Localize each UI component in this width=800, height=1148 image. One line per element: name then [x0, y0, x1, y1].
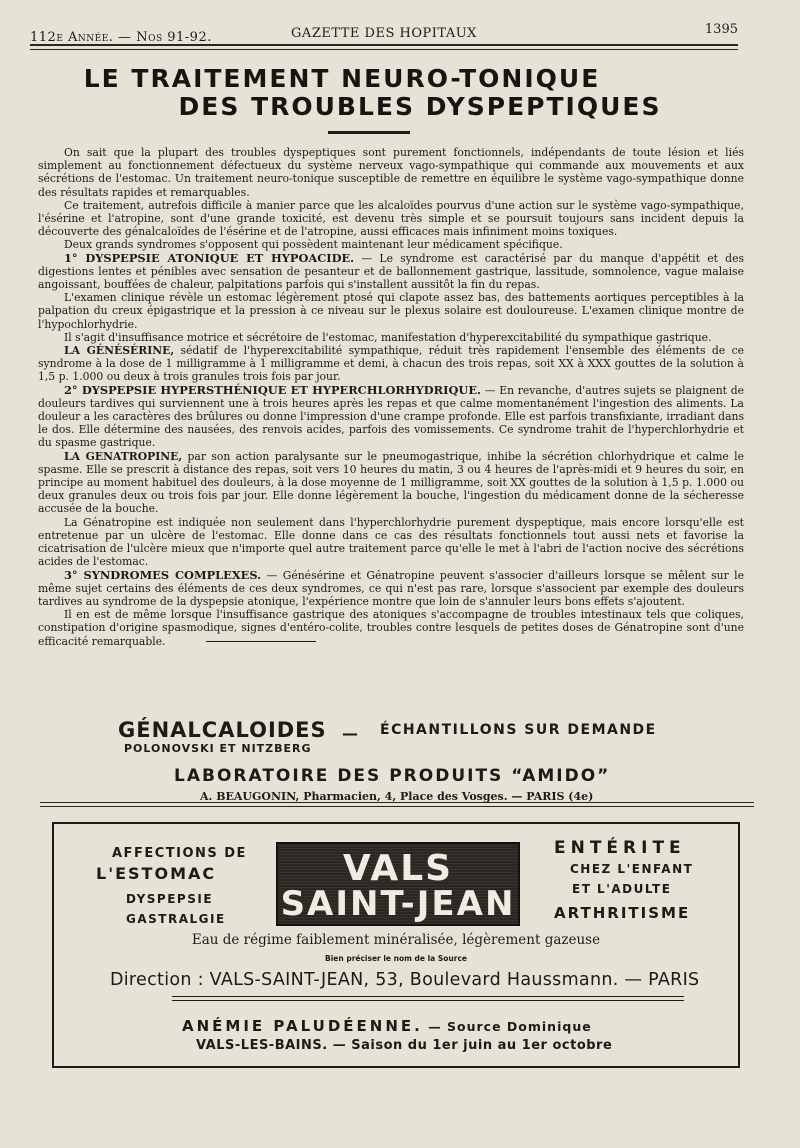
paragraph-last — [38, 608, 744, 648]
section-3 — [38, 569, 744, 609]
box-rule — [172, 996, 684, 997]
logo-text: VALS — [342, 848, 454, 889]
indication-line: L'ESTOMAC — [96, 864, 217, 883]
anemia-line — [182, 1016, 592, 1035]
paragraph: Il s'agit d'insuffisance motrice et sécrétoire de l'estomac, manifestation d'hyperexcitabilité du sympathique gastrique. — [64, 330, 712, 344]
drug-paragraph — [38, 450, 744, 516]
header-rule-thin — [30, 49, 738, 50]
drug-paragraph — [38, 344, 744, 384]
water-description: Eau de régime faiblement minéralisée, légèrement gazeuse — [191, 932, 601, 948]
paragraph-text: Il en est de même lorsque l'insuffisance gastrique des atoniques s'accompagne de troubles intestinaux tels que coliques, constipation d'origine spasmodique, signes d'entéro-colite, troubles contre lesquels de petites doses de Génatropine sont d'une efficacité remarquable. — [38, 608, 744, 648]
vals-advertisement — [52, 822, 740, 1068]
indication-line: DYSPEPSIE — [126, 892, 214, 906]
section-heading: 3° SYNDROMES COMPLEXES. — [64, 567, 262, 582]
laboratory-address: A. BEAUGONIN, Pharmacien, 4, Place des Vosges. — PARIS (4e) — [200, 790, 594, 803]
indication-line: GASTRALGIE — [126, 912, 226, 926]
anemia-text: ANÉMIE PALUDÉENNE. — [182, 1017, 423, 1035]
makers-text: POLONOVSKI ET NITZBERG — [124, 742, 312, 755]
journal-name: GAZETTE DES HOPITAUX — [291, 26, 477, 41]
indication-line: AFFECTIONS DE — [112, 846, 247, 861]
title-rule — [328, 131, 410, 134]
paragraph: Ce traitement, autrefois difficile à manier parce que les alcaloïdes pourvus d'une action sur le système vago-sympathique, l'ésérine et l'atropine, sont d'une grande toxicité, est devenu très simple et se poursuit toujours sans incident depuis la découverte des génalcaloïdes de l'ésérine et de l'atropine, aussi efficaces mais infiniment moins toxiques. — [38, 198, 744, 239]
box-rule-thin — [172, 1000, 684, 1001]
ad-dash: — — [342, 724, 358, 743]
ad-separator-thin — [40, 806, 754, 807]
section-text: — Génésérine et Génatropine peuvent s'associer d'ailleurs lorsque se mêlent sur le même sujet certains des éléments de ces deux syndromes, ce qui n'est pas rare, lorsque s'associent par exemple des douleurs tardives au syndrome de la dyspepsie atonique, l'expérience montre que loin de s'annuler leurs bons effets s'ajoutent. — [38, 568, 744, 608]
article-body — [38, 146, 744, 648]
vals-logo — [276, 842, 520, 926]
article-title-line2: DES TROUBLES DYSPEPTIQUES — [178, 92, 662, 121]
paragraph: Deux grands syndromes s'opposent qui possèdent maintenant leur médicament spécifique. — [64, 238, 563, 252]
issue-number: 112e Année. — Nos 91-92. — [30, 30, 212, 45]
header-rule — [30, 44, 738, 46]
paragraph: On sait que la plupart des troubles dyspeptiques sont purement fonctionnels, indépendants de toute lésion et liés simplement au fonctionnement défectueux du système nerveux vago-sympathique qui commande aux mouvements et aux sécrétions de l'estomac. Un traitement neuro-tonique susceptible de remettre en équilibre le système vago-sympathique donne des résultats rapides et remarquables. — [38, 146, 744, 199]
brand-name: GÉNALCALOIDES — [118, 718, 327, 742]
end-rule — [206, 641, 316, 642]
indication-line: ET L'ADULTE — [572, 882, 672, 896]
page-number: 1395 — [704, 22, 738, 37]
section-heading: 2° DYSPEPSIE HYPERSTHÉNIQUE ET HYPERCHLORHYDRIQUE. — [64, 382, 481, 397]
paragraph: La Génatropine est indiquée non seulement dans l'hyperchlorhydrie purement dyspeptique, mais encore lorsqu'elle est entretenue par un ulcère de l'estomac. Elle donne dans ce cas des résultats fonctionnels tout aussi nets et favorise la cicatrisation de l'ulcère mieux que n'importe quel autre traitement parce qu'elle le met à l'abri de l'action nocive des sécrétions acides de l'estomac. — [38, 515, 744, 569]
section-2 — [38, 384, 744, 450]
indication-line: ENTÉRITE — [554, 838, 686, 858]
season-line: VALS-LES-BAINS. — Saison du 1er juin au 1er octobre — [196, 1038, 613, 1053]
article-title-line1: LE TRAITEMENT NEURO-TONIQUE — [83, 64, 601, 93]
section-text: — Le syndrome est caractérisé par du manque d'appétit et des digestions lentes et pénibles avec sensation de pesanteur et de ballonnement gastrique, lassitude, somnolence, vague malaise angoissant, bouffées de chaleur, palpitations parfois qui s'installent aussitôt la fin du repas. — [38, 251, 744, 292]
indication-line: ARTHRITISME — [554, 904, 691, 922]
drug-text: par son action paralysante sur le pneumogastrique, inhibe la sécrétion chlorhydrique et calme le spasme. Elle se prescrit à distance des repas, soit vers 10 heures du matin, 3 ou 4 heures de l'après-midi et 9 heures du soir, en principe au moment habituel des douleurs, à la dose moyenne de 1 milligramme, soit XX gouttes de la solution à 1,5 p. 1.000 ou deux granules deux ou trois fois par jour. Elle donne légèrement la bouche, l'ingestion du médicament donne de la sécheresse accusée de la bouche. — [38, 449, 744, 516]
laboratory-name: LABORATOIRE DES PRODUITS “AMIDO” — [174, 766, 611, 786]
section-1 — [38, 252, 744, 292]
drug-text: sédatif de l'hyperexcitabilité sympathique, réduit très rapidement l'ensemble des éléments de ce syndrome à la dose de 1 milligramme à 1 milligramme et demi, à chacun des trois repas, soit XX à XXX gouttes de la solution à 1,5 p. 1.000 ou deux à trois granules trois fois par jour. — [38, 344, 745, 384]
paragraph: L'examen clinique révèle un estomac légèrement ptosé qui clapote assez bas, des battements aortiques perceptibles à la palpation du creux épigastrique et la pression à ce niveau sur le plexus solaire est douloureuse. L'examen clinique montre de l'hypochlorhydrie. — [38, 291, 744, 331]
logo-text: SAINT-JEAN — [280, 884, 516, 924]
direction-address: Direction : VALS-SAINT-JEAN, 53, Boulevard Haussmann. — PARIS — [110, 970, 700, 990]
ad-separator — [40, 802, 754, 803]
drug-name: LA GÉNÉSÉRINE, — [64, 344, 175, 358]
drug-name: LA GENATROPINE, — [64, 449, 183, 463]
samples-text: ÉCHANTILLONS SUR DEMANDE — [380, 722, 657, 738]
section-heading: 1° DYSPEPSIE ATONIQUE ET HYPOACIDE. — [64, 250, 355, 265]
source-name: — Source Dominique — [422, 1019, 592, 1034]
source-note: Bien préciser le nom de la Source — [325, 954, 467, 963]
section-text: — En revanche, d'autres sujets se plaignent de douleurs tardives qui surviennent une à trois heures après les repas et que calme momentanément l'ingestion des aliments. La douleur a les caractères des brûlures ou donne l'impression d'une crampe profonde. Elle est parfois transfixiante, irradiant dans le dos. Elle détermine des nausées, des renvois acides, parfois des vomissements. Ce syndrome trahit de l'hyperchlorhydrie et du spasme gastrique. — [38, 383, 745, 450]
indication-line: CHEZ L'ENFANT — [570, 862, 694, 876]
